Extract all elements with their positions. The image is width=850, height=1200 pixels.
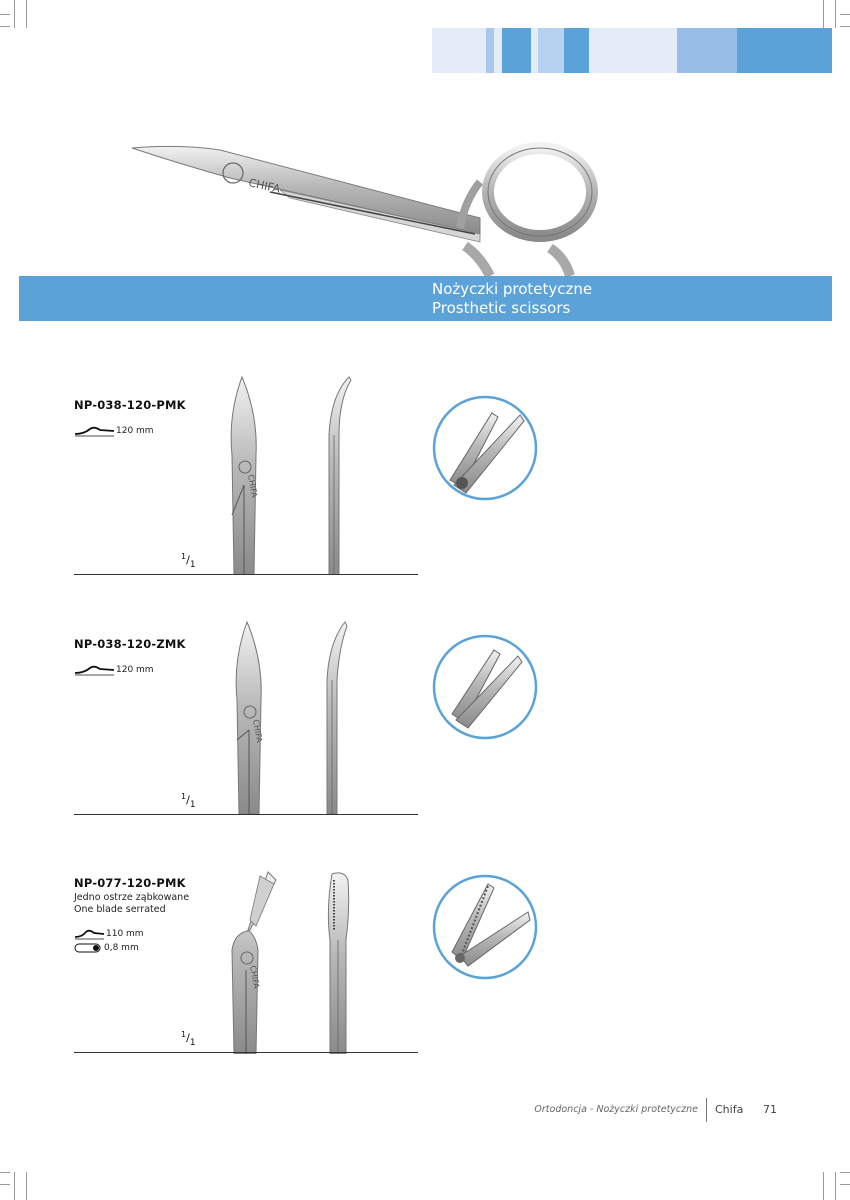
crop-mark: [840, 1184, 850, 1185]
crop-mark: [0, 26, 10, 27]
banner-title: [432, 280, 592, 318]
product-code: NP-038-120-PMK: [74, 398, 186, 412]
title-polish: Nożyczki protetyczne: [432, 280, 593, 298]
footer-section-title: Ortodoncja - Nożyczki protetyczne: [534, 1104, 698, 1115]
crop-mark: [835, 1172, 836, 1200]
product-divider: [74, 574, 418, 575]
crop-mark: [14, 1172, 15, 1200]
scissors-side-view-image: [315, 620, 355, 814]
instrument-engraving: CHIFA: [246, 473, 259, 499]
scissors-front-view-image: [225, 620, 275, 814]
product-code: NP-077-120-PMK: [74, 876, 186, 890]
hero-engraving: CHIFA: [247, 176, 282, 196]
product-np-038-120-pmk: [0, 370, 850, 610]
scale-numerator: 1: [181, 552, 187, 561]
length-value: 120 mm: [116, 426, 154, 436]
product-divider: [74, 814, 418, 815]
blade-detail-zoom-image: [432, 395, 538, 501]
product-np-077-120-pmk: [0, 850, 850, 1090]
footer-divider: [706, 1098, 707, 1122]
scale-denominator: 1: [189, 1037, 196, 1048]
description-polish: Jedno ostrze ząbkowane: [74, 892, 190, 903]
crop-mark: [14, 0, 15, 28]
instrument-engraving: CHIFA: [248, 964, 261, 990]
crop-mark: [835, 0, 836, 28]
title-english: Prosthetic scissors: [432, 299, 571, 317]
crop-mark: [840, 1172, 850, 1173]
footer-brand: Chifa: [715, 1103, 744, 1116]
scissors-side-view-image: [320, 870, 360, 1054]
length-spec: [74, 664, 154, 676]
crop-mark: [840, 14, 850, 15]
product-np-038-120-zmk: [0, 610, 850, 850]
crop-mark: [840, 26, 850, 27]
crop-mark: [26, 0, 27, 28]
blade-detail-zoom-image: [432, 634, 538, 740]
thickness-value: 0,8 mm: [104, 943, 139, 953]
length-value: 110 mm: [106, 929, 144, 939]
crop-mark: [0, 1184, 10, 1185]
scissors-length-icon: [74, 664, 114, 676]
page-number: 71: [763, 1103, 777, 1116]
thickness-spec: [74, 942, 139, 954]
product-divider: [74, 1052, 418, 1053]
scale-denominator: 1: [189, 559, 196, 570]
crop-mark: [26, 1172, 27, 1200]
scissors-front-view-image: [220, 870, 280, 1054]
scissors-front-view-image: [218, 375, 268, 575]
description-english: One blade serrated: [74, 904, 166, 915]
length-spec: [74, 425, 154, 437]
length-value: 120 mm: [116, 665, 154, 675]
scale-denominator: 1: [189, 799, 196, 810]
crop-mark: [823, 1172, 824, 1200]
scale-indicator: $^1/_1$: [181, 1030, 196, 1048]
product-description: [74, 892, 189, 916]
length-spec: [74, 928, 144, 940]
title-banner: [19, 276, 832, 321]
scale-numerator: 1: [181, 792, 187, 801]
crop-mark: [0, 1172, 10, 1173]
scissors-side-view-image: [315, 375, 355, 575]
scale-numerator: 1: [181, 1030, 187, 1039]
scissors-length-icon: [74, 928, 104, 940]
instrument-engraving: CHIFA: [251, 718, 264, 744]
crop-mark: [823, 0, 824, 28]
blade-detail-zoom-image: [432, 874, 538, 980]
hero-scissors-image: [120, 130, 620, 276]
product-code: NP-038-120-ZMK: [74, 637, 186, 651]
crop-mark: [0, 14, 10, 15]
scale-indicator: $^1/_1$: [181, 552, 196, 570]
scale-indicator: $^1/_1$: [181, 792, 196, 810]
scissors-length-icon: [74, 425, 114, 437]
blade-thickness-icon: [74, 942, 102, 954]
